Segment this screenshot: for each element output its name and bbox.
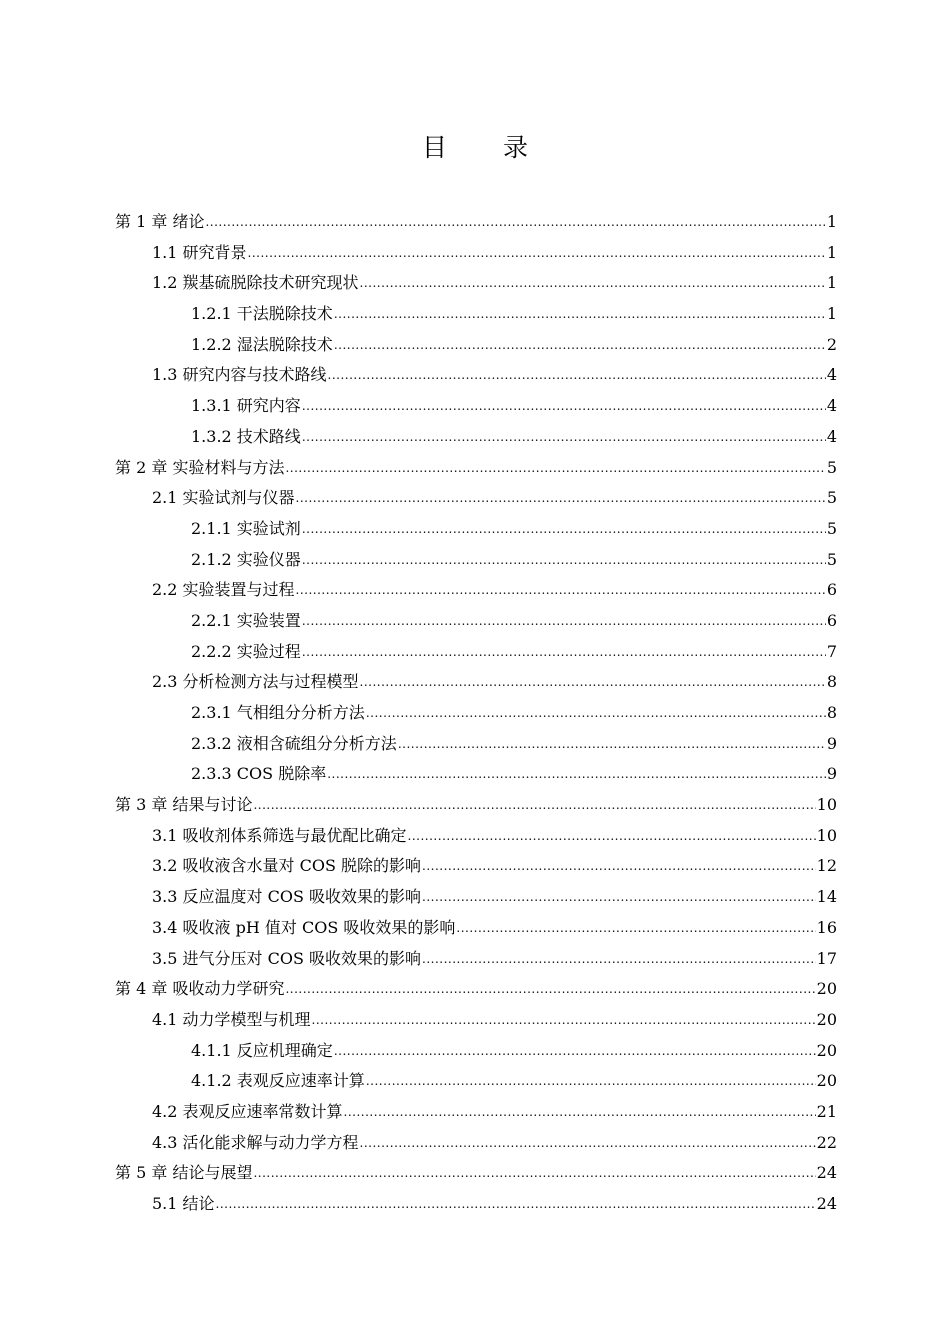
toc-entry-label: 3.4 吸收液 pH 值对 COS 吸收效果的影响	[152, 917, 456, 937]
toc-entry-label: 3.2 吸收液含水量对 COS 脱除的影响	[152, 856, 422, 876]
toc-entry-label: 2.3.2 液相含硫组分分析方法	[191, 733, 397, 753]
toc-entry-label: 第 2 章 实验材料与方法	[115, 457, 285, 477]
toc-entry-page-number: 20	[816, 979, 837, 999]
toc-entry[interactable]	[115, 1066, 837, 1097]
toc-entry[interactable]	[115, 851, 837, 882]
toc-entry[interactable]	[115, 268, 837, 299]
toc-entry-page-number: 24	[816, 1194, 837, 1213]
dot-leader	[312, 1005, 816, 1036]
toc-entry[interactable]	[115, 974, 837, 1005]
toc-entry[interactable]	[115, 1189, 837, 1220]
toc-entry-label: 1.3.2 技术路线	[191, 426, 301, 446]
toc-entry[interactable]	[115, 729, 837, 760]
toc-entry-label: 3.5 进气分压对 COS 吸收效果的影响	[152, 948, 422, 968]
toc-entry-page-number: 1	[826, 212, 837, 231]
toc-entry-page-number: 21	[816, 1101, 837, 1121]
toc-entry-page-number: 5	[826, 518, 837, 538]
toc-entry[interactable]	[115, 1128, 837, 1159]
toc-entry-page-number: 24	[816, 1163, 837, 1183]
dot-leader	[302, 514, 826, 545]
toc-entry-label: 4.1.1 反应机理确定	[191, 1040, 333, 1060]
dot-leader	[296, 483, 826, 514]
dot-leader	[422, 882, 816, 913]
toc-entry-page-number: 4	[826, 396, 837, 416]
toc-entry[interactable]	[115, 1097, 837, 1128]
toc-entry-page-number: 1	[826, 242, 837, 262]
toc-entry-page-number: 5	[826, 549, 837, 569]
dot-leader	[296, 575, 826, 606]
toc-entry-page-number: 20	[816, 1009, 837, 1029]
toc-entry[interactable]	[115, 360, 837, 391]
toc-entry-label: 第 4 章 吸收动力学研究	[115, 979, 285, 999]
toc-entry-page-number: 22	[816, 1132, 837, 1152]
toc-entry-label: 1.3.1 研究内容	[191, 396, 301, 416]
toc-entry-page-number: 20	[816, 1040, 837, 1060]
dot-leader	[302, 422, 826, 453]
dot-leader	[408, 821, 816, 852]
dot-leader	[302, 391, 826, 422]
toc-list	[115, 207, 837, 1220]
toc-entry[interactable]	[115, 790, 837, 821]
toc-entry[interactable]	[115, 698, 837, 729]
toc-entry[interactable]	[115, 759, 837, 790]
toc-entry-label: 2.3.3 COS 脱除率	[191, 764, 327, 784]
toc-entry-page-number: 10	[816, 825, 837, 845]
dot-leader	[422, 851, 816, 882]
toc-entry-page-number: 1	[826, 273, 837, 293]
toc-entry-page-number: 1	[826, 304, 837, 324]
toc-entry[interactable]	[115, 299, 837, 330]
toc-entry-label: 5.1 结论	[152, 1194, 215, 1213]
dot-leader	[285, 974, 815, 1005]
toc-entry-page-number: 6	[826, 580, 837, 600]
toc-entry-label: 4.2 表观反应速率常数计算	[152, 1101, 343, 1121]
toc-entry[interactable]	[115, 913, 837, 944]
toc-entry[interactable]	[115, 453, 837, 484]
dot-leader	[253, 1158, 815, 1189]
toc-entry[interactable]	[115, 207, 837, 238]
dot-leader	[328, 360, 826, 391]
toc-entry-page-number: 8	[826, 703, 837, 722]
toc-entry-page-number: 5	[826, 488, 837, 508]
toc-entry-label: 2.1.2 实验仪器	[191, 549, 301, 569]
dot-leader	[360, 667, 826, 698]
dot-leader	[398, 729, 826, 760]
toc-entry[interactable]	[115, 821, 837, 852]
toc-entry-page-number: 9	[826, 764, 837, 784]
toc-entry-page-number: 6	[826, 610, 837, 630]
dot-leader	[456, 913, 815, 944]
dot-leader	[248, 238, 826, 269]
toc-entry-page-number: 2	[826, 334, 837, 354]
toc-entry-label: 1.2.1 干法脱除技术	[191, 304, 333, 324]
toc-entry-label: 2.2 实验装置与过程	[152, 580, 295, 600]
dot-leader	[327, 759, 826, 790]
toc-entry[interactable]	[115, 330, 837, 361]
dot-leader	[366, 698, 826, 729]
dot-leader	[334, 299, 826, 330]
dot-leader	[302, 545, 826, 576]
dot-leader	[216, 1189, 816, 1220]
dot-leader	[360, 1128, 816, 1159]
dot-leader	[360, 268, 826, 299]
toc-entry[interactable]	[115, 514, 837, 545]
toc-entry-label: 4.1.2 表观反应速率计算	[191, 1071, 365, 1091]
dot-leader	[366, 1066, 816, 1097]
toc-entry-label: 2.2.2 实验过程	[191, 641, 301, 661]
toc-entry[interactable]	[115, 667, 837, 698]
toc-entry-label: 4.3 活化能求解与动力学方程	[152, 1132, 359, 1152]
toc-entry-label: 1.2 羰基硫脱除技术研究现状	[152, 273, 359, 293]
toc-entry-label: 1.1 研究背景	[152, 242, 247, 262]
toc-entry-label: 1.3 研究内容与技术路线	[152, 365, 327, 385]
toc-entry-label: 第 1 章 绪论	[115, 212, 205, 231]
toc-entry-page-number: 10	[816, 795, 837, 815]
toc-entry-label: 2.1.1 实验试剂	[191, 518, 301, 538]
toc-entry-label: 第 3 章 结果与讨论	[115, 795, 253, 815]
toc-entry-label: 4.1 动力学模型与机理	[152, 1009, 311, 1029]
toc-entry-page-number: 14	[816, 887, 837, 907]
toc-entry[interactable]	[115, 606, 837, 637]
dot-leader	[334, 330, 826, 361]
toc-entry-label: 3.3 反应温度对 COS 吸收效果的影响	[152, 887, 422, 907]
dot-leader	[302, 637, 826, 668]
toc-entry[interactable]	[115, 944, 837, 975]
toc-entry-label: 2.3.1 气相组分分析方法	[191, 703, 365, 722]
toc-entry[interactable]	[115, 545, 837, 576]
toc-entry[interactable]	[115, 1005, 837, 1036]
toc-entry-page-number: 4	[826, 365, 837, 385]
toc-entry[interactable]	[115, 391, 837, 422]
toc-entry-label: 3.1 吸收剂体系筛选与最优配比确定	[152, 825, 407, 845]
toc-entry-label: 2.2.1 实验装置	[191, 610, 301, 630]
toc-entry[interactable]	[115, 882, 837, 913]
toc-entry-page-number: 9	[826, 733, 837, 753]
toc-entry-page-number: 8	[826, 672, 837, 692]
toc-entry[interactable]	[115, 575, 837, 606]
toc-entry-label: 1.2.2 湿法脱除技术	[191, 334, 333, 354]
toc-entry[interactable]	[115, 422, 837, 453]
dot-leader	[422, 944, 816, 975]
toc-entry-label: 第 5 章 结论与展望	[115, 1163, 253, 1183]
toc-entry-label: 2.1 实验试剂与仪器	[152, 488, 295, 508]
toc-entry[interactable]	[115, 238, 837, 269]
toc-entry[interactable]	[115, 1036, 837, 1067]
dot-leader	[344, 1097, 816, 1128]
toc-entry[interactable]	[115, 483, 837, 514]
toc-entry-page-number: 20	[816, 1071, 837, 1091]
toc-entry-label: 2.3 分析检测方法与过程模型	[152, 672, 359, 692]
toc-entry-page-number: 4	[826, 426, 837, 446]
toc-entry-page-number: 17	[816, 948, 837, 968]
dot-leader	[253, 790, 815, 821]
toc-entry[interactable]	[115, 637, 837, 668]
toc-entry[interactable]	[115, 1158, 837, 1189]
toc-title: 目 录	[422, 133, 552, 162]
dot-leader	[205, 207, 825, 238]
toc-entry-page-number: 5	[826, 457, 837, 477]
dot-leader	[302, 606, 826, 637]
toc-entry-page-number: 16	[816, 917, 837, 937]
toc-entry-page-number: 7	[826, 641, 837, 661]
dot-leader	[285, 453, 825, 484]
dot-leader	[334, 1036, 816, 1067]
toc-entry-page-number: 12	[816, 856, 837, 876]
